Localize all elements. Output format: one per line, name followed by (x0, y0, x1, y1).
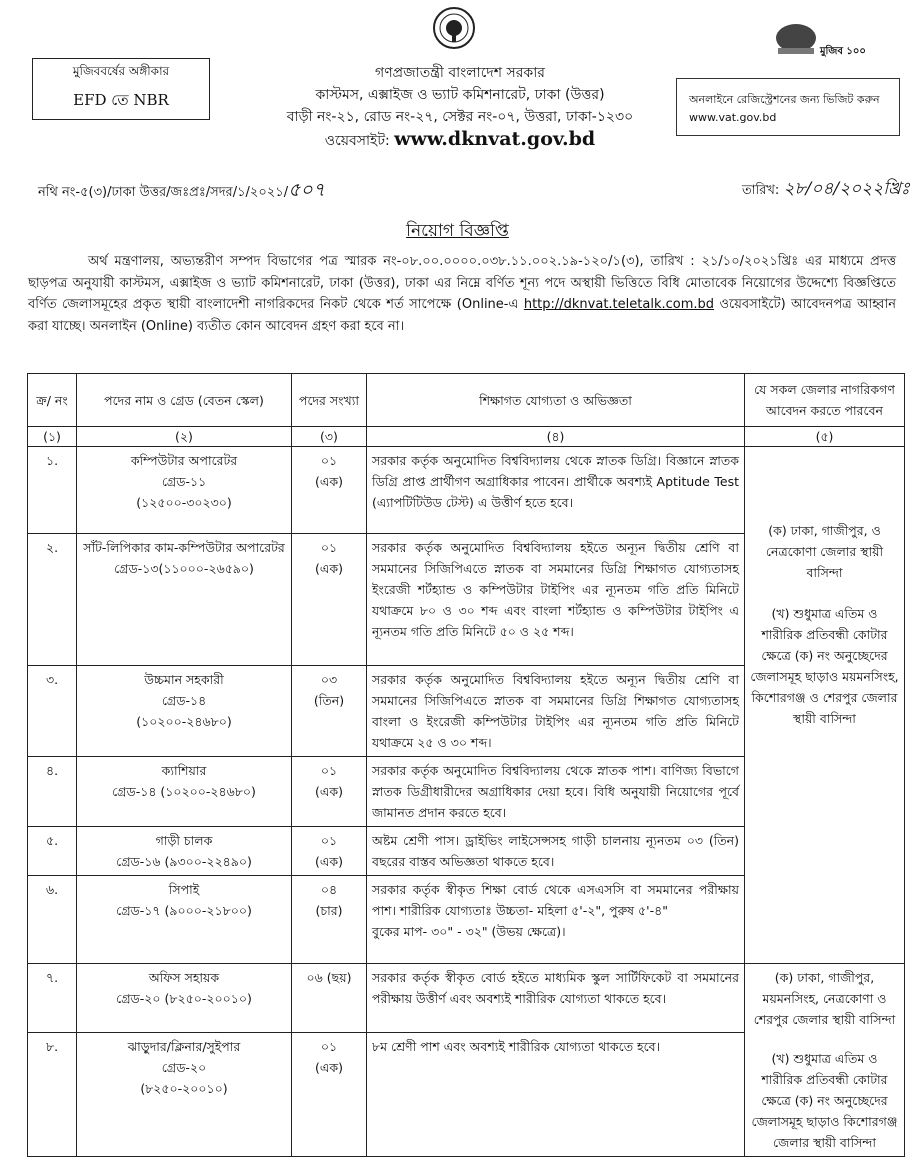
pledge-line1: মুজিববর্ষের অঙ্গীকার (72, 64, 170, 78)
row-count (292, 827, 367, 876)
post-scale: (১২৫০০-৩০২৩০) (136, 495, 232, 510)
post-name: ক্যাশিয়ার (161, 763, 207, 778)
post-grade: গ্রেড-২০ (161, 1060, 207, 1076)
government-header (230, 62, 690, 152)
post-name: কম্পিউটার অপারেটর (130, 453, 238, 468)
count-number: ০৪ (320, 882, 338, 897)
column-number-row (28, 427, 905, 447)
row-count (292, 1033, 367, 1157)
row-post (77, 447, 292, 534)
count-words: (এক) (314, 561, 343, 576)
row-count (292, 757, 367, 827)
row-serial: ৩. (28, 666, 77, 757)
count-number: ০৬ (ছয়) (306, 970, 352, 985)
pledge-box (32, 58, 210, 120)
post-scale: (৮২৫০-২০০১০) (140, 1081, 228, 1097)
header-line3: বাড়ী নং-২১, রোড নং-২৭, সেক্টর নং-০৭, উত্তরা, ঢাকা-১২৩০ (286, 109, 634, 125)
row-count (292, 964, 367, 1033)
registration-link[interactable]: www.vat.gov.bd (689, 111, 777, 124)
header-qualification: শিক্ষাগত যোগ্যতা ও অভিজ্ঞতা (367, 374, 745, 427)
eligibility-1a: (ক) ঢাকা, গাজীপুর, ও নেত্রকোণা জেলার স্থায়ী বাসিন্দা (765, 523, 884, 580)
mujib-logo-text: মুজিব ১০০ (820, 46, 866, 57)
notice-title (0, 218, 915, 246)
eligibility-group-2 (745, 964, 905, 1157)
row-post (77, 534, 292, 666)
post-grade: গ্রেড-১৪ (161, 693, 207, 708)
row-qualification: সরকার কর্তৃক অনুমোদিত বিশ্ববিদ্যালয় হইতে অন্যূন দ্বিতীয় শ্রেণি বা সমমানের সিজিপিএতে স্নাতক বা সমমানের ডিগ্রি শিক্ষাগত যোগ্যতাসহ বাংলা ও ইংরেজী কম্পিউটার টাইপিং এর ন্যূনতম গতি প্রতি মিনিটে যথাক্রমে ২৫ ও ৩০ শব্দ। (367, 666, 745, 757)
row-qualification: সরকার কর্তৃক অনুমোদিত বিশ্ববিদ্যালয় থেকে স্নাতক ডিগ্রি। বিজ্ঞানে স্নাতক ডিগ্রি প্রাপ্ত প্রার্থীগণ অগ্রাধিকার পাবেন। প্রার্থীকে অবশ্যই Aptitude Test (এ্যাপটিটিউড টেস্ট) এ উত্তীর্ণ হতে হবে। (367, 447, 745, 534)
col-num-5: (৫) (745, 427, 905, 447)
website-link[interactable]: www.dknvat.gov.bd (394, 128, 596, 150)
row-serial: ৫. (28, 827, 77, 876)
row-count (292, 447, 367, 534)
registration-box (676, 78, 900, 136)
eligibility-2a: (ক) ঢাকা, গাজীপুর, ময়মনসিংহ, নেত্রকোণা ও শেরপুর জেলার স্থায়ী বাসিন্দা (753, 970, 896, 1027)
count-words: (চার) (315, 903, 343, 918)
notice-title-text: নিয়োগ বিজ্ঞপ্তি (406, 221, 509, 241)
eligibility-1b: (খ) শুধুমাত্র এতিম ও শারীরিক প্রতিবন্ধী কোটার ক্ষেত্রে (ক) নং অনুচ্ছেদের জেলাসমূহ ছাড়াও ময়মনসিংহ, কিশোরগঞ্জ ও শেরপুর জেলার স্থায়ী বাসিন্দা (750, 606, 899, 726)
header-serial: ক্র/ নং (28, 374, 77, 427)
mujib100-logo (768, 18, 872, 64)
col-num-2: (২) (77, 427, 292, 447)
post-name: অফিস সহায়ক (148, 970, 220, 985)
row-serial: ৮. (28, 1033, 77, 1157)
header-districts: যে সকল জেলার নাগরিকগণ আবেদন করতে পারবেন (745, 374, 905, 427)
table-header-row (28, 374, 905, 427)
count-number: ০১ (320, 1039, 338, 1055)
row-serial: ৪. (28, 757, 77, 827)
header-post: পদের নাম ও গ্রেড (বেতন স্কেল) (77, 374, 292, 427)
intro-part2: ওয়েবসাইটে) আবেদনপত্র আহ্বান করা যাচ্ছে। অনলাইন (Online) ব্যতীত কোন আবেদন গ্রহণ করা হবে না। (28, 297, 896, 334)
row-post (77, 1033, 292, 1157)
vacancy-table (27, 373, 905, 1157)
post-name: উচ্চমান সহকারী (144, 672, 224, 687)
government-seal-icon (432, 6, 476, 50)
row-post (77, 827, 292, 876)
row-count (292, 876, 367, 964)
post-name: গাড়ী চালক (155, 833, 213, 848)
row-serial: ৭. (28, 964, 77, 1033)
header-line2: কাস্টমস, এক্সাইজ ও ভ্যাট কমিশনারেট, ঢাকা (উত্তর) (315, 87, 605, 103)
memo-handwritten-number: ৫০৭ (288, 179, 326, 201)
count-words: (তিন) (313, 693, 345, 708)
row-serial: ১. (28, 447, 77, 534)
post-grade: গ্রেড-১৪ (১০২০০-২৪৬৮০) (112, 784, 256, 799)
post-scale: (১০২০০-২৪৬৮০) (136, 714, 232, 729)
col-num-4: (৪) (367, 427, 745, 447)
row-qualification: সরকার কর্তৃক স্বীকৃত বোর্ড হইতে মাধ্যমিক স্কুল সার্টিফিকেট বা সমমানের পরীক্ষায় উত্তীর্ণ এবং অবশ্যই শারীরিক যোগ্যতা থাকতে হবে। (367, 964, 745, 1033)
row-serial: ২. (28, 534, 77, 666)
row-qualification: সরকার কর্তৃক অনুমোদিত বিশ্ববিদ্যালয় হইতে অন্যূন দ্বিতীয় শ্রেণি বা সমমানের সিজিপিএতে স্নাতক বা সমমানের ডিগ্রি শিক্ষাগত যোগ্যতাসহ ইংরেজী শর্টহ্যান্ড ও কম্পিউটার টাইপিং এর ন্যূনতম গতি প্রতি মিনিটে যথাক্রমে ৮০ ও ৩০ শব্দ এবং বাংলা শর্টহ্যান্ড ও কম্পিউটার টাইপিং এ ন্যূনতম গতি প্রতি মিনিটে ৫০ ও ২৫ শব্দ। (367, 534, 745, 666)
header-website (230, 128, 690, 152)
row-post (77, 876, 292, 964)
post-name: ঝাড়ুদার/ক্লিনার/সুইপার (127, 1039, 241, 1055)
count-number: ০৩ (320, 672, 338, 687)
post-grade: গ্রেড-২০ (৮২৫০-২০০১০) (116, 991, 252, 1006)
count-words: (এক) (314, 1060, 343, 1076)
eligibility-group-1 (745, 447, 905, 964)
row-serial: ৬. (28, 876, 77, 964)
intro-part1: অর্থ মন্ত্রণালয়, অভ্যন্তরীণ সম্পদ বিভাগের পত্র স্মারক নং-০৮.০০.০০০০.০৩৮.১১.০০২.১৯-১২০/১(৩), তারিখ : ২১/১০/২০২১খ্রিঃ এর মাধ্যমে প্রদত্ত ছাড়পত্র অনুযায়ী কাস্টমস, এক্সাইজ ও ভ্যাট কমিশনারেট, ঢাকা (উত্তর), ঢাকা এর নিম্নে বর্ণিত শূন্য পদে অস্থায়ী ভিত্তিতে বিধি মোতাবেক নিয়োগের উদ্দেশ্যে বিজ্ঞপ্তিতে বর্ণিত জেলাসমূহের প্রকৃত স্থায়ী বাংলাদেশী নাগরিকদের নিকট থেকে শর্ত সাপেক্ষে (Online-এ (28, 254, 896, 312)
memo-prefix: নথি নং-৫(৩)/ঢাকা উত্তর/জঃপ্রঃ/সদর/১/২০২১/ (38, 185, 289, 200)
row-qualification: অষ্টম শ্রেণী পাস। ড্রাইভিং লাইসেন্সসহ গাড়ী চালনায় ন্যূনতম ০৩ (তিন) বছরের বাস্তব অভিজ্ঞতা থাকতে হবে। (367, 827, 745, 876)
table-row (28, 447, 905, 534)
memo-number (38, 176, 325, 208)
intro-paragraph (28, 251, 896, 337)
date-value: ২৮/০৪/২০২২খ্রিঃ (783, 179, 910, 199)
row-qualification (367, 876, 745, 964)
row-post (77, 964, 292, 1033)
application-link[interactable]: http://dknvat.teletalk.com.bd (523, 297, 715, 312)
col-num-3: (৩) (292, 427, 367, 447)
count-number: ০১ (320, 453, 338, 468)
pledge-line2: EFD তে NBR (73, 91, 169, 109)
post-name: সিপাই (168, 882, 200, 897)
qualification-chest: বুকের মাপ- ৩০" - ৩২" (উভয় ক্ষেত্রে)। (372, 924, 566, 939)
row-count (292, 534, 367, 666)
table-row (28, 964, 905, 1033)
header-count: পদের সংখ্যা (292, 374, 367, 427)
post-grade: গ্রেড-১৩ (114, 561, 159, 576)
post-name: সাঁট-লিপিকার কাম-কম্পিউটার অপারেটর (83, 540, 285, 555)
count-number: ০১ (320, 763, 338, 778)
count-number: ০১ (320, 540, 338, 555)
issue-date (742, 176, 910, 204)
count-number: ০১ (320, 833, 338, 848)
post-grade-scale (82, 558, 286, 579)
post-grade: গ্রেড-১৬ (৯৩০০-২২৪৯০) (116, 854, 252, 869)
row-qualification: সরকার কর্তৃক অনুমোদিত বিশ্ববিদ্যালয় থেকে স্নাতক পাশ। বাণিজ্য বিভাগে স্নাতক ডিগ্রীধারীদের অগ্রাধিকার দেয়া হবে। বিধি অনুযায়ী নিয়োগের পূর্বে জামানত প্রদান করতে হবে। (367, 757, 745, 827)
header-line1: গণপ্রজাতন্ত্রী বাংলাদেশ সরকার (375, 65, 545, 81)
count-words: (এক) (314, 474, 343, 489)
row-count (292, 666, 367, 757)
row-post (77, 757, 292, 827)
post-grade: গ্রেড-১১ (161, 474, 207, 489)
row-post (77, 666, 292, 757)
date-label: তারিখ: (742, 183, 780, 198)
row-qualification: ৮ম শ্রেণী পাশ এবং অবশ্যই শারীরিক যোগ্যতা থাকতে হবে। (367, 1033, 745, 1157)
post-grade: গ্রেড-১৭ (৯০০০-২১৮০০) (116, 903, 252, 918)
registration-text: অনলাইনে রেজিস্ট্রেশনের জন্য ভিজিট করুন (689, 93, 880, 106)
col-num-1: (১) (28, 427, 77, 447)
post-scale: (১১০০০-২৬৫৯০) (158, 561, 254, 576)
website-label: ওয়েবসাইট: (324, 133, 390, 149)
count-words: (এক) (314, 784, 343, 799)
count-words: (এক) (314, 854, 343, 869)
qualification-text: সরকার কর্তৃক স্বীকৃত শিক্ষা বোর্ড থেকে এসএসসি বা সমমানের পরীক্ষায় পাশ। শারীরিক যোগ্যতাঃ উচ্চতা- মহিলা ৫'-২", পুরুষ ৫'-৪" (372, 882, 739, 918)
eligibility-2b: (খ) শুধুমাত্র এতিম ও শারীরিক প্রতিবন্ধী কোটার ক্ষেত্রে (ক) নং অনুচ্ছেদের জেলাসমূহ ছাড়াও কিশোরগঞ্জ জেলার স্থায়ী বাসিন্দা (751, 1051, 898, 1150)
